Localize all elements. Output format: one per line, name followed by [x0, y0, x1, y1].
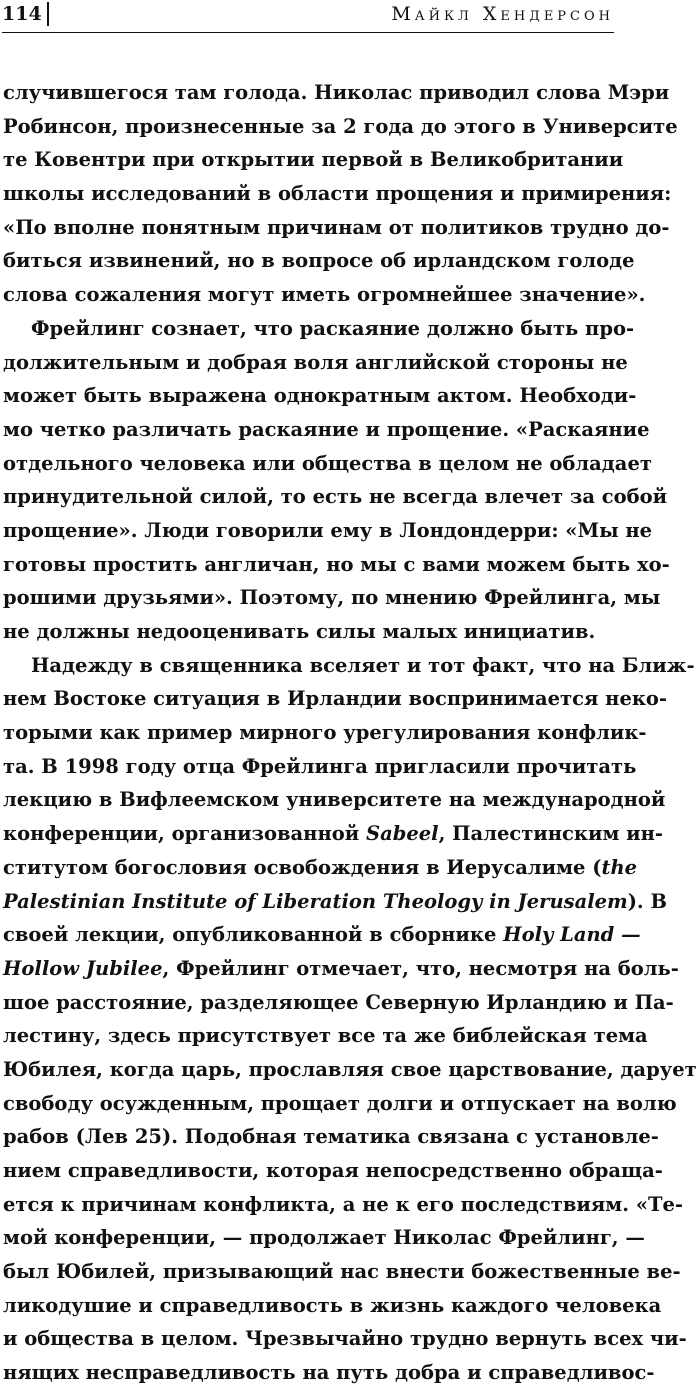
text-line [3, 952, 679, 986]
text-run: был Юбилей, призывающий нас внести божественные ве- [3, 1260, 681, 1284]
text-run: слова сожаления могут иметь огромнейшее значение». [3, 283, 646, 307]
text-line [3, 986, 674, 1020]
text-line [3, 716, 647, 750]
text-run: нием справедливости, которая непосредственно обраща- [3, 1159, 663, 1182]
text-line [3, 1322, 687, 1356]
text-line [3, 110, 678, 144]
running-title: Майкл Хендерсон [391, 3, 614, 25]
text-line [3, 615, 615, 649]
text-run: ститутом богословия освобождения в Иерусалиме ( [3, 855, 602, 879]
text-run: лекцию в Вифлеемском университете на международной [3, 788, 666, 812]
text-line [3, 649, 695, 683]
text-run: ). В [627, 889, 667, 913]
text-run: Фрейлинг сознает, что раскаяние должно быть про- [31, 316, 635, 340]
text-run: ликодушие и справедливость в жизнь каждого человека [3, 1293, 662, 1317]
page-number: 114 [2, 2, 49, 26]
text-line [3, 143, 624, 177]
text-line [3, 76, 670, 110]
text-line [3, 682, 668, 716]
text-run: не должны недооценивать силы малых инициатив. [3, 620, 596, 643]
text-line [3, 918, 641, 952]
text-run: принудительной силой, то есть не всегда влечет за собой [3, 485, 668, 509]
text-line [3, 1019, 648, 1053]
text-run: Надежду в священника вселяет и тот факт, что на Ближ- [31, 653, 695, 677]
text-run: отдельного человека или общества в целом не обладает [3, 451, 652, 475]
text-line [3, 211, 670, 245]
text-line [3, 581, 661, 615]
text-run: лестину, здесь присутствует все та же библейская тема [3, 1024, 648, 1048]
text-run: торыми как пример мирного урегулирования конфлик- [3, 721, 647, 745]
text-run: , Фрейлинг отмечает, что, несмотря на боль- [162, 956, 679, 980]
text-run: шое расстояние, разделяющее Северную Ирландию и Па- [3, 990, 674, 1014]
text-run: конференции, организованной [3, 822, 366, 846]
text-line [3, 177, 672, 211]
text-run: нящих несправедливость на путь добра и справедливос- [3, 1361, 655, 1385]
italic-text: Palestinian Institute of Liberation Theology in Jerusalem [3, 889, 628, 913]
italic-text: Holy Land — [503, 923, 641, 947]
text-line [3, 379, 637, 413]
text-run: мо четко различать раскаяние и прощение. «Раскаяние [3, 417, 650, 441]
text-line [3, 783, 666, 817]
text-run: прощение». Люди говорили ему в Лондондерри: «Мы не [3, 518, 653, 542]
text-run: те Ковентри при открытии первой в Великобритании [3, 148, 624, 172]
text-line [3, 480, 668, 514]
italic-text: Sabeel [365, 822, 439, 846]
text-run: должительным и добрая воля английской стороны не [3, 350, 628, 374]
text-run: биться извинений, но в вопросе об ирландском голоде [3, 249, 635, 273]
text-line [3, 447, 652, 481]
text-run: Юбилея, когда царь, прославляя свое царствование, дарует [3, 1057, 697, 1081]
text-line [3, 548, 670, 582]
text-line [3, 1120, 659, 1154]
italic-text: Hollow Jubilee [3, 956, 163, 980]
text-run: та. В 1998 году отца Фрейлинга пригласили прочитать [3, 754, 637, 778]
text-line [3, 1221, 645, 1255]
text-run: школы исследований в области прощения и примирения: [3, 182, 672, 206]
text-run: Робинсон, произнесенные за 2 года до этого в Университе [3, 114, 678, 138]
text-line [3, 1087, 677, 1121]
text-line [3, 1154, 663, 1188]
text-run: и общества в целом. Чрезвычайно трудно вернуть всех чи- [3, 1327, 687, 1351]
text-line [3, 817, 664, 851]
text-line [3, 750, 637, 784]
text-line [3, 278, 646, 312]
text-line [3, 885, 667, 919]
text-run: своей лекции, опубликованной в сборнике [3, 923, 504, 947]
text-line [3, 1053, 697, 1087]
text-line [3, 244, 635, 278]
text-line [3, 413, 650, 447]
text-run: «По вполне понятным причинам от политиков трудно до- [3, 215, 670, 239]
text-run: может быть выражена однократным актом. Необходи- [3, 384, 637, 408]
text-run: свободу осужденным, прощает долги и отпускает на волю [3, 1091, 677, 1115]
body-text [3, 76, 697, 1390]
text-run: рошими друзьями». Поэтому, по мнению Фрейлинга, мы [3, 586, 661, 610]
text-line [3, 1188, 684, 1222]
text-line [3, 851, 638, 885]
text-run: рабов (Лев 25). Подобная тематика связана с установле- [3, 1125, 659, 1149]
text-run: случившегося там голода. Николас приводил слова Мэри [3, 81, 670, 104]
text-line [3, 346, 628, 380]
text-line [3, 1289, 662, 1323]
text-line [3, 1255, 681, 1289]
running-head [2, 0, 614, 33]
text-run: ется к причинам конфликта, а не к его последствиям. «Те- [3, 1192, 684, 1216]
text-run: , Палестинским ин- [438, 822, 664, 846]
text-line [3, 1356, 655, 1390]
italic-text: the [601, 855, 638, 879]
text-run: мой конференции, — продолжает Николас Фрейлинг, — [3, 1226, 645, 1250]
text-run: нем Востоке ситуация в Ирландии воспринимается неко- [3, 687, 668, 711]
text-line [3, 312, 635, 346]
text-run: готовы простить англичан, но мы с вами можем быть хо- [3, 552, 670, 576]
text-line [3, 514, 653, 548]
